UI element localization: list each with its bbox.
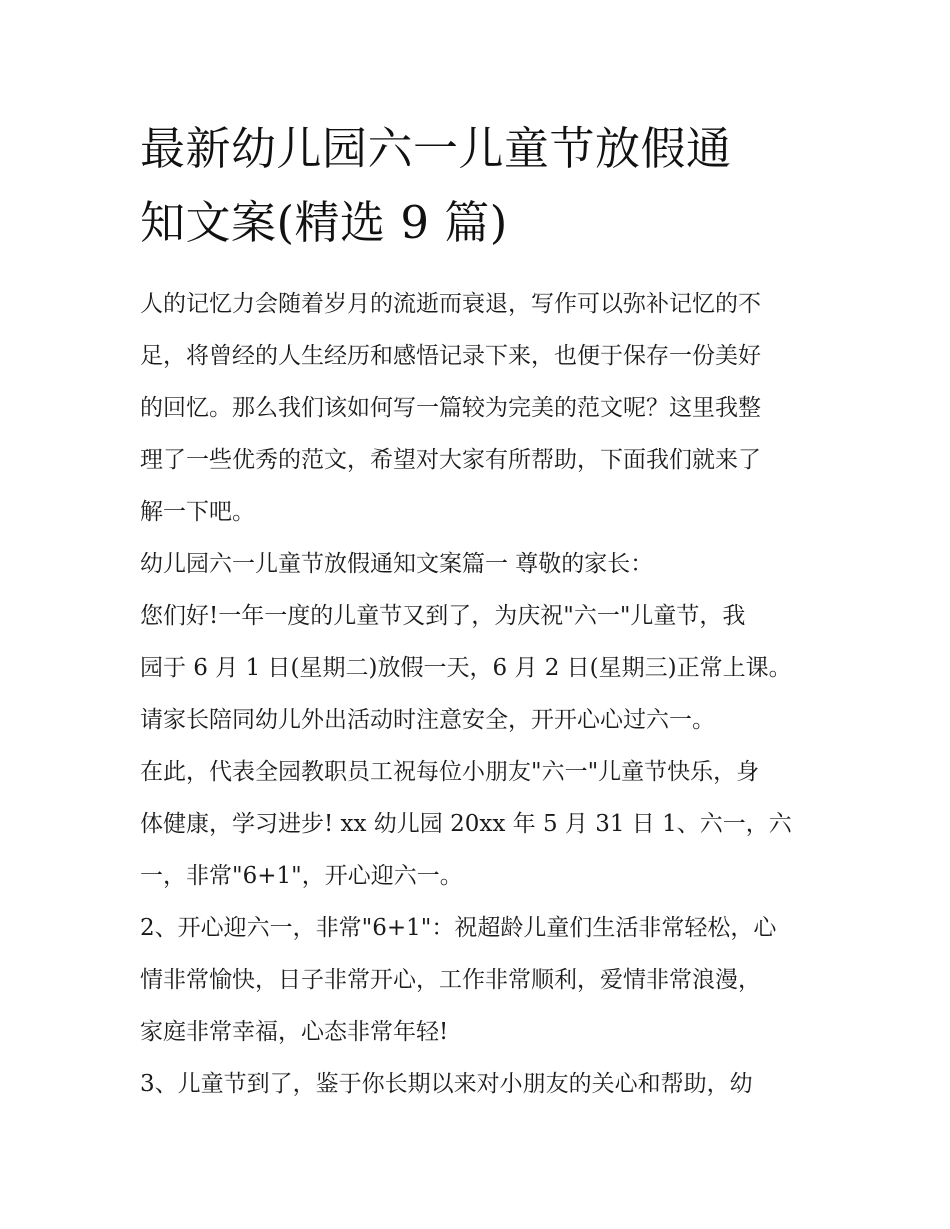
text-line: 的回忆。那么我们该如何写一篇较为完美的范文呢？这里我整 (140, 395, 761, 421)
text-line: 园于 6 月 1 日(星期二)放假一天，6 月 2 日(星期三)正常上课。 (140, 655, 792, 681)
section-heading-paragraph (140, 538, 812, 590)
list-item-paragraph (140, 1058, 812, 1110)
title-line: 知文案(精选 9 篇) (140, 196, 508, 249)
intro-paragraph (140, 278, 812, 538)
text-line: 解一下吧。 (140, 499, 255, 525)
document-title (140, 112, 812, 260)
text-line: 幼儿园六一儿童节放假通知文案篇一 尊敬的家长： (140, 551, 654, 577)
wishes-paragraph (140, 746, 812, 902)
text-line: 在此，代表全园教职员工祝每位小朋友"六一"儿童节快乐，身 (140, 759, 760, 785)
text-line: 体健康，学习进步! xx 幼儿园 20xx 年 5 月 31 日 1、六一，六 (140, 811, 792, 837)
document-content (140, 112, 812, 1110)
text-line: 3、儿童节到了，鉴于你长期以来对小朋友的关心和帮助，幼 (140, 1071, 753, 1097)
document-body (140, 278, 812, 1110)
text-line: 足，将曾经的人生经历和感悟记录下来，也便于保存一份美好 (140, 343, 761, 369)
text-line: 情非常愉快，日子非常开心，工作非常顺利，爱情非常浪漫， (140, 967, 761, 993)
list-item-paragraph (140, 902, 812, 1058)
text-line: 一，非常"6+1"，开心迎六一。 (140, 863, 463, 889)
title-line: 最新幼儿园六一儿童节放假通 (140, 122, 732, 175)
text-line: 理了一些优秀的范文，希望对大家有所帮助，下面我们就来了 (140, 447, 761, 473)
greeting-paragraph (140, 590, 812, 746)
text-line: 2、开心迎六一，非常"6+1"：祝超龄儿童们生活非常轻松，心 (140, 915, 777, 941)
text-line: 请家长陪同幼儿外出活动时注意安全，开开心心过六一。 (140, 707, 715, 733)
text-line: 您们好!一年一度的儿童节又到了，为庆祝"六一"儿童节，我 (140, 603, 746, 629)
text-line: 家庭非常幸福，心态非常年轻! (140, 1019, 449, 1045)
text-line: 人的记忆力会随着岁月的流逝而衰退，写作可以弥补记忆的不 (140, 291, 761, 317)
